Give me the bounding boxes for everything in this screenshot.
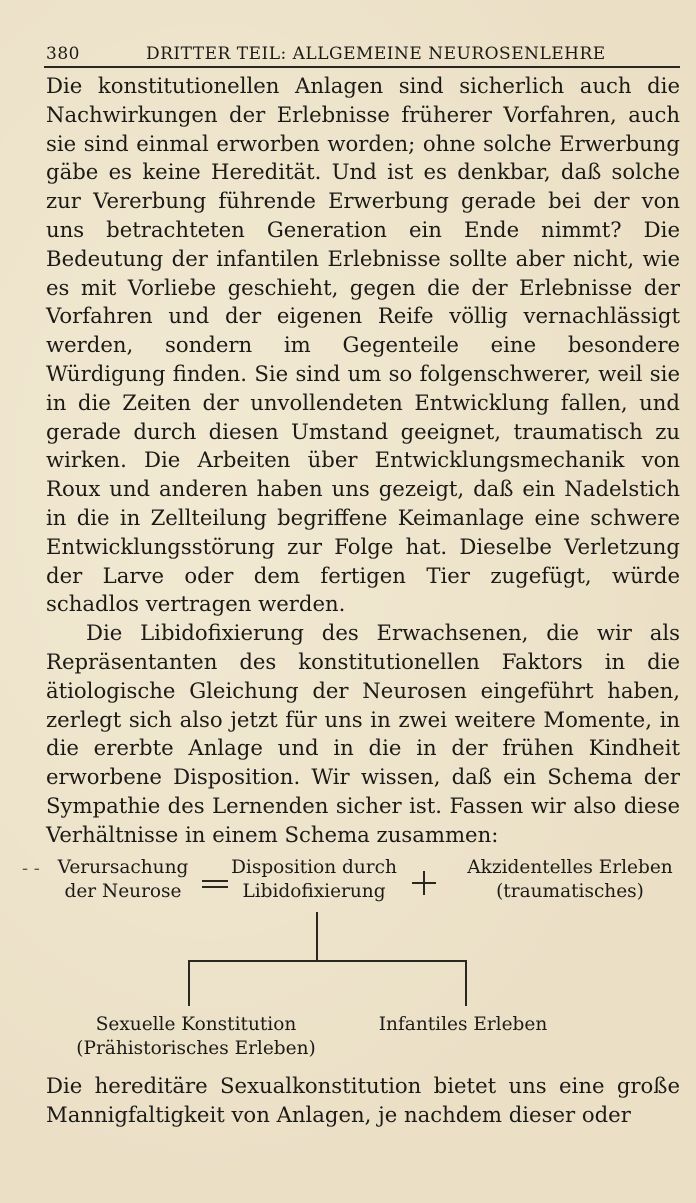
schema-left-label (48, 856, 198, 904)
schema-left-line2: der Neurose (64, 881, 182, 902)
margin-mark: - - (22, 858, 40, 879)
paragraph-2: Die Libidofixierung des Erwachsenen, die wir als Repräsentanten des konstitutionellen Faktors in die ätiologische Gleichung der Neurosen eingeführt haben, zerlegt sich also jetzt für uns in zwei weitere Momente, in die ererbte Anlage und in die in der frühen Kindheit erworbene Disposition. Wir wissen, daß ein Schema der Sympathie des Lernenden sicher ist. Fassen wir also diese Verhältnisse in einem Schema zusammen: (46, 620, 680, 847)
plus-vertical (423, 871, 425, 895)
branch-left-line2: (Prähistorisches Erleben) (76, 1038, 316, 1059)
schema-right-line2: (traumatisches) (496, 881, 644, 902)
schema-right-line1: Akzidentelles Erleben (467, 857, 673, 878)
branch-right-line1: Infantiles Erleben (378, 1014, 548, 1035)
body-text-bottom (46, 1072, 680, 1130)
schema-middle-label (228, 856, 400, 904)
branch-left-line1: Sexuelle Konstitution (95, 1014, 297, 1035)
equals-bar-bottom (202, 886, 228, 888)
tree-left-drop (188, 960, 190, 1006)
equals-bar-top (202, 880, 228, 882)
branch-left-label (64, 1013, 328, 1061)
paragraph-1: Die konstitutionellen Anlagen sind sicherlich auch die Nachwirkungen der Erlebnisse früherer Vorfahren, auch sie sind einmal erworben worden; ohne solche Erwerbung gäbe es keine Heredität. Und ist es denkbar, daß solche zur Vererbung führende Erwerbung gerade bei der von uns betrachteten Generation ein Ende nimmt? Die Bedeutung der infantilen Erlebnisse sollte aber nicht, wie es mit Vorliebe geschieht, gegen die der Erlebnisse der Vorfahren und der eigenen Reife völlig vernachlässigt werden, sondern im Gegenteile eine besondere Würdigung finden. Sie sind um so folgenschwerer, weil sie in die Zeiten der unvollendeten Entwicklung fallen, und gerade durch diesen Umstand geeignet, traumatisch zu wirken. Die Arbeiten über Entwicklungsmechanik von Roux und anderen haben uns gezeigt, daß ein Nadelstich in die in Zellteilung begriffene Keimanlage eine schwere Entwicklungsstörung zur Folge hat. Dieselbe Verletzung der Larve oder dem fertigen Tier zugefügt, würde schadlos vertragen werden. (46, 73, 680, 617)
schema-left-line1: Verursachung (57, 857, 189, 878)
branch-right-label (368, 1013, 558, 1037)
page-number: 380 (46, 44, 80, 64)
running-title: DRITTER TEIL: ALLGEMEINE NEUROSENLEHRE (146, 44, 606, 64)
schema-middle-line2: Libidofixierung (242, 881, 386, 902)
tree-right-drop (465, 960, 467, 1006)
schema-right-label (450, 856, 690, 904)
tree-stem (316, 912, 318, 960)
paragraph-3: Die hereditäre Sexualkonstitution bietet uns eine große Mannigfaltigkeit von Anlagen, je nachdem dieser oder (46, 1073, 680, 1127)
tree-crossbar (188, 960, 466, 962)
schema-middle-line1: Disposition durch (231, 857, 397, 878)
